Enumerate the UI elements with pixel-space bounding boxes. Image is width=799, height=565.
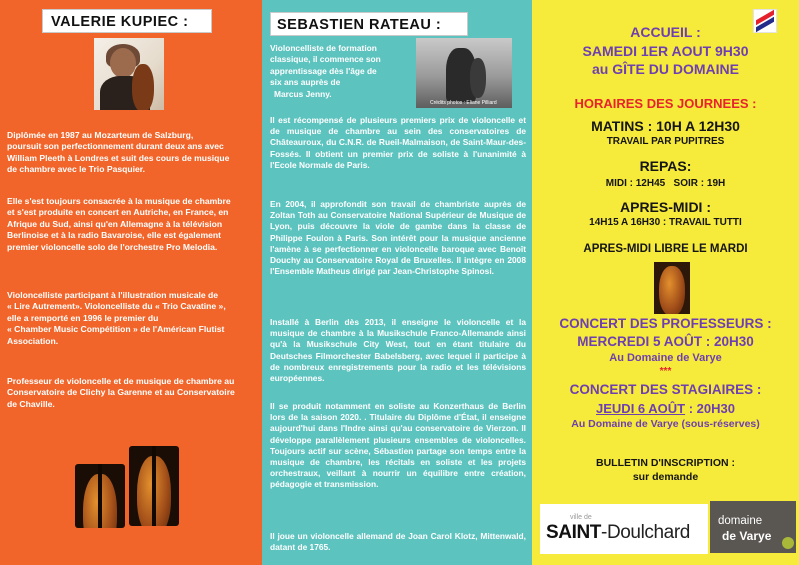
cellos-photo bbox=[75, 446, 180, 526]
concert-prof-place: Au Domaine de Varye bbox=[609, 352, 722, 364]
accueil-title: ACCUEIL : bbox=[630, 24, 701, 40]
concert-stag-place: Au Domaine de Varye (sous-réserves) bbox=[571, 418, 760, 430]
sebastien-name: SEBASTIEN RATEAU : bbox=[270, 12, 468, 36]
valerie-name: VALERIE KUPIEC : bbox=[42, 9, 212, 33]
separator: *** bbox=[659, 366, 672, 377]
sebastien-column bbox=[262, 0, 532, 565]
matins-detail: TRAVAIL PAR PUPITRES bbox=[606, 136, 725, 147]
photo-credit: Crédits photos : Eliane Pilliard bbox=[430, 100, 497, 106]
concert-stag-date: JEUDI 6 AOÛT : 20H30 bbox=[596, 401, 735, 416]
valerie-column bbox=[0, 0, 262, 565]
bulletin: BULLETIN D'INSCRIPTION : bbox=[596, 457, 735, 469]
sebastien-bio-1: Il est récompensé de plusieurs premiers prix de violoncelle et de musique de chambre au sein des conservatoires de Châteauroux, du C.N.R. de Rueil-Malmaison, de Saint-Maur-des-Fossés. Il obtient un premier prix de soliste à l'unanimité à l'Ecole Normale de Paris. bbox=[270, 115, 526, 170]
horaires-title: HORAIRES DES JOURNEES : bbox=[574, 96, 757, 111]
sebastien-bio-4: Il se produit notamment en soliste au Konzerthaus de Berlin lors de la saison 2020. . Titulaire du Diplôme d'État, il enseigne aujourd'hui dans l'Indre ainsi qu'au conservatoire de Vierzon. Il développe parallèlement plusieurs ensembles de violoncelles. Toujours actif sur scène, Sébastien partage son temps entre la musique de chambre, les récitals en soliste et les projets orchestraux, veillant à nourrir un équilibre entre création, pédagogie et transmission. bbox=[270, 401, 526, 490]
matins: MATINS : 10H A 12H30 bbox=[591, 118, 740, 134]
accueil-place: au GÎTE DU DOMAINE bbox=[591, 61, 739, 77]
repas: REPAS: bbox=[639, 158, 692, 174]
sebastien-intro: Violoncelliste de formation classique, il commence son apprentissage dès l'âge de six ans auprès de Marcus Jenny. bbox=[270, 43, 381, 99]
domaine-de-varye-logo: domaine de Varye bbox=[710, 501, 796, 553]
concert-stag-title: CONCERT DES STAGIAIRES : bbox=[569, 382, 762, 397]
valerie-bio-4: Professeur de violoncelle et de musique de chambre au Conservatoire de Clichy la Garenne et au Conservatoire de Chaville. bbox=[7, 376, 235, 409]
bulletin-detail: sur demande bbox=[632, 471, 699, 483]
libre: APRES-MIDI LIBRE LE MARDI bbox=[583, 243, 748, 255]
cello-mini-photo bbox=[654, 262, 690, 314]
sebastien-bio-2: En 2004, il approfondit son travail de chambriste auprès de Zoltan Toth au Conservatoire National Supérieur de Musique de Lyon, puis découvre la viole de gambe dans la classe de Philippe Foulon à Paris. Son intérêt pour la musique ancienne l'amène à se perfectionner en violoncelle baroque avec Benoît Douchy au Conservatoire Royal de Bruxelles. Il intègre en 2008 l'Ensemble Matheus dirigé par Jean-Christophe Spinosi. bbox=[270, 199, 526, 277]
repas-detail: MIDI : 12H45 SOIR : 19H bbox=[605, 178, 726, 189]
apres-midi-detail: 14H15 A 16H30 : TRAVAIL TUTTI bbox=[589, 217, 742, 228]
concert-prof-title: CONCERT DES PROFESSEURS : bbox=[559, 316, 772, 331]
valerie-bio-1: Diplômée en 1987 au Mozarteum de Salzburg, poursuit son perfectionnement durant deux ans avec William Pleeth à Londres et suit des cours de musique de chambre avec le Trio Pasquier. bbox=[7, 130, 230, 175]
sebastien-bio-5: Il joue un violoncelle allemand de Joan Carol Klotz, Mittenwald, datant de 1765. bbox=[270, 531, 526, 553]
info-column bbox=[532, 0, 799, 565]
sebastien-photo bbox=[416, 38, 512, 108]
accueil-date: SAMEDI 1ER AOUT 9H30 bbox=[582, 43, 749, 59]
apres-midi: APRES-MIDI : bbox=[620, 199, 711, 215]
valerie-photo bbox=[94, 38, 164, 110]
valerie-bio-2: Elle s'est toujours consacrée à la musique de chambre et s'est produite en concert en Autriche, en France, en Afrique du Sud, ainsi qu'en Allemagne à la télévision Berlinoise et à la radio Bavaroise, elle est également premier violoncelle solo de l'orchestre Pro Melodia. bbox=[7, 196, 231, 252]
valerie-bio-3: Violoncelliste participant à l'illustration musicale de « Lire Autrement». Violoncelliste du « Trio Cavatine », elle a remporté en 1996 le premier du « Chamber Music Compétition » de l'Américan Flutist Association. bbox=[7, 290, 226, 346]
saint-doulchard-logo: ville de SAINT-Doulchard bbox=[540, 504, 708, 554]
concert-prof-date: MERCREDI 5 AOÛT : 20H30 bbox=[577, 334, 754, 349]
sebastien-bio-3: Installé à Berlin dès 2013, il enseigne le violoncelle et la musique de chambre à la Musikschule Franco-Allemande ainsi qu'à la Musikschule City West, tout en étant titulaire du Deutsches Filmorchester Babelsberg, avec lequel il participe à de nombreux enregistrements pour la radio et les télévisions européennes. bbox=[270, 317, 526, 384]
